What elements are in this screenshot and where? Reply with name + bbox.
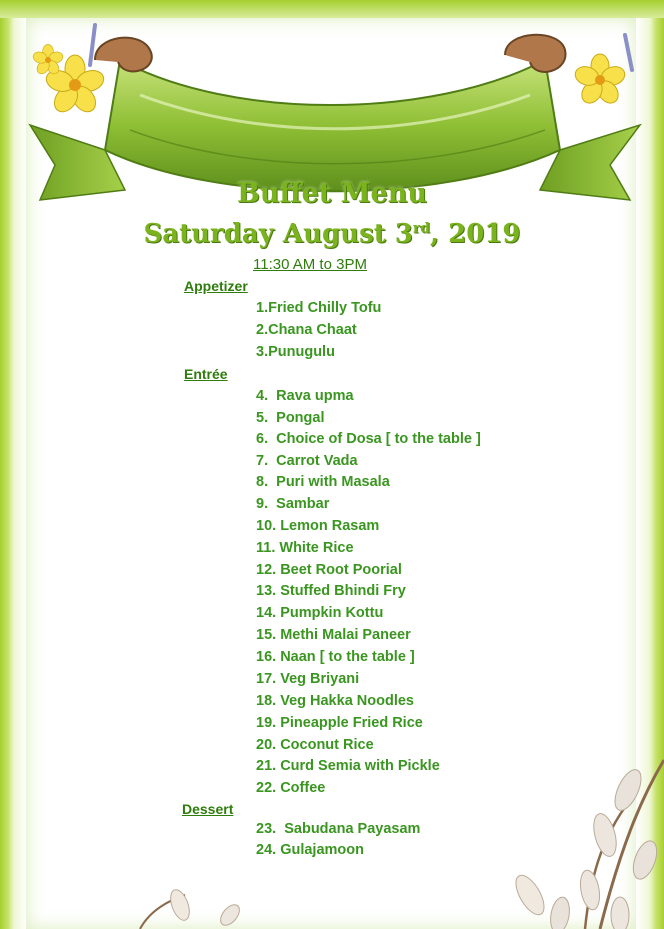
menu-item: 13. Stuffed Bhindi Fry xyxy=(256,583,406,599)
menu-item: 19. Pineapple Fried Rice xyxy=(256,715,423,731)
menu-item: 23. Sabudana Payasam xyxy=(256,821,421,837)
section-heading-dessert: Dessert xyxy=(182,801,234,817)
menu-item: 5. Pongal xyxy=(256,410,325,426)
menu-item: 21. Curd Semia with Pickle xyxy=(256,758,440,774)
ribbon-left-curl xyxy=(95,38,152,72)
menu-item: 4. Rava upma xyxy=(256,388,354,404)
menu-item: 16. Naan [ to the table ] xyxy=(256,649,415,665)
menu-item: 1.Fried Chilly Tofu xyxy=(256,300,382,316)
section-heading-appetizer: Appetizer xyxy=(184,278,248,294)
menu-item: 12. Beet Root Poorial xyxy=(256,562,402,578)
menu-item: 9. Sambar xyxy=(256,496,330,512)
menu-item: 24. Gulajamoon xyxy=(256,842,364,858)
menu-item: 8. Puri with Masala xyxy=(256,474,390,490)
menu-item: 3.Punugulu xyxy=(256,344,335,360)
menu-item: 18. Veg Hakka Noodles xyxy=(256,693,414,709)
ribbon-right-curl xyxy=(505,35,565,72)
menu-item: 15. Methi Malai Paneer xyxy=(256,627,411,643)
ribbon-body xyxy=(105,60,560,191)
event-time: 11:30 AM to 3PM xyxy=(253,256,367,273)
menu-item: 10. Lemon Rasam xyxy=(256,518,380,534)
page-title: Buffet Menu xyxy=(237,178,427,209)
menu-item: 14. Pumpkin Kottu xyxy=(256,605,384,621)
menu-item: 2.Chana Chaat xyxy=(256,322,357,338)
menu-item: 7. Carrot Vada xyxy=(256,453,358,469)
menu-item: 6. Choice of Dosa [ to the table ] xyxy=(256,431,481,447)
section-heading-entree: Entrée xyxy=(184,366,228,382)
menu-item: 22. Coffee xyxy=(256,780,326,796)
menu-item: 20. Coconut Rice xyxy=(256,737,374,753)
menu-item: 11. White Rice xyxy=(256,540,354,556)
event-date: Saturday August 3rd, 2019 xyxy=(143,219,521,249)
menu-item: 17. Veg Briyani xyxy=(256,671,360,687)
